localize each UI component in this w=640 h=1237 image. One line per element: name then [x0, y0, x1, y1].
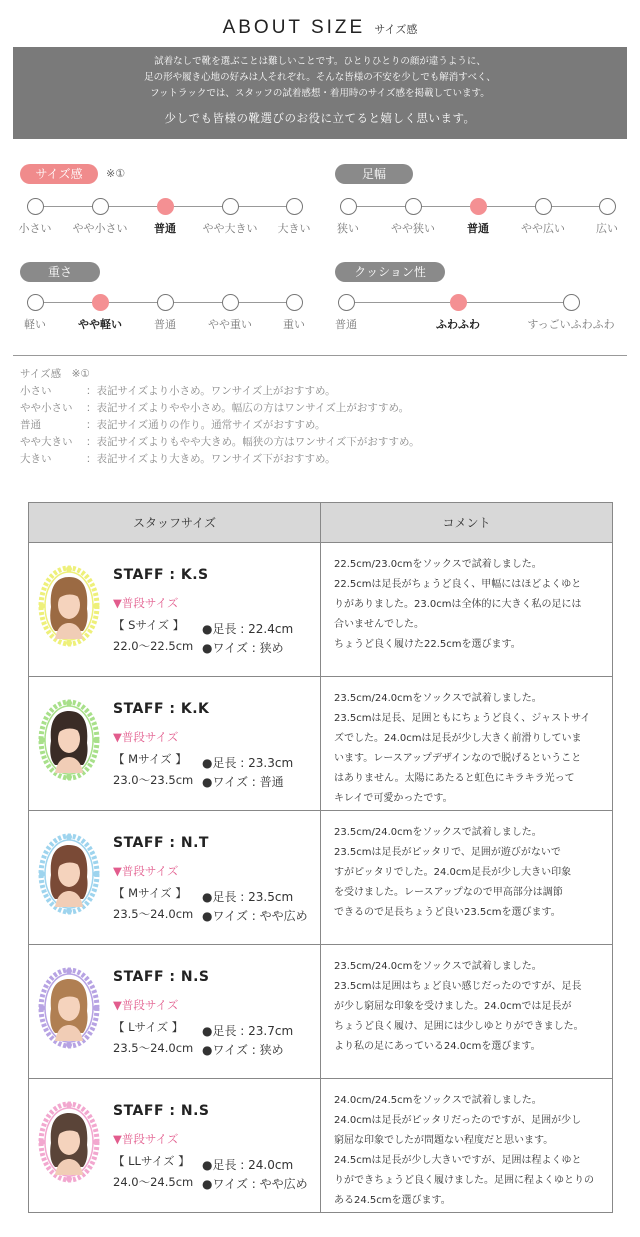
comment-line: できるので足長ちょうど良い23.5cmを選びます。 [334, 907, 561, 918]
usual-size-label: ▼普段サイズ [113, 864, 179, 878]
comment-line: はありません。太陽にあたると虹色にキラキラ光って [334, 773, 575, 784]
staff-size-label: 【 Lサイズ 】 [113, 1020, 184, 1034]
comment-line: ズでした。24.0cmは足長が少し大きく前滑りしていま [334, 733, 582, 744]
staff-foot-length: ●足長 : 23.3cm [202, 756, 294, 770]
intro-banner [13, 47, 627, 139]
scale-option-label: 普通 [335, 318, 357, 331]
staff-profile-cell [29, 811, 321, 945]
legend-key: 普通 [20, 419, 41, 431]
size-legend [20, 366, 420, 468]
scale-option-label: やや広い [521, 222, 565, 235]
title-en: ABOUT SIZE [222, 17, 366, 38]
legend-text: ：表記サイズ通りの作り。通常サイズがおすすめ。 [86, 419, 326, 431]
comment-line: キレイで可愛かったです。 [334, 793, 453, 804]
staff-comment-cell [321, 811, 613, 945]
comment-line: りができちょうど良く履けました。足囲に程よくゆとりの [334, 1175, 594, 1186]
title-jp: サイズ感 [374, 23, 418, 36]
scale-dot [563, 294, 580, 311]
header-staff-size: スタッフサイズ [29, 503, 321, 543]
legend-text: ：表記サイズより大きめ。ワンサイズ下がおすすめ。 [86, 453, 336, 465]
staff-width: ●ワイズ : やや広め [202, 909, 308, 923]
staff-foot-length: ●足長 : 23.7cm [202, 1024, 294, 1038]
staff-size-range: 23.0～23.5cm [113, 773, 194, 787]
staff-size-range: 22.0～22.5cm [113, 639, 194, 653]
scale-dot [27, 198, 44, 215]
scale-dot [599, 198, 616, 215]
comment-line: を受けました。レースアップなので甲高部分は調節 [334, 887, 563, 898]
comment-line: ちょうど良く履けた22.5cmを選びます。 [334, 639, 521, 650]
comment-line: 窮屈な印象でしたが問題ない程度だと思います。 [334, 1135, 554, 1146]
staff-profile-cell [29, 945, 321, 1079]
staff-profile-cell [29, 1079, 321, 1213]
scale-option-label: 小さい [18, 222, 52, 235]
staff-size-range: 23.5～24.0cm [113, 1041, 194, 1055]
staff-name: STAFF : N.S [113, 1103, 210, 1119]
comment-line: 合いませんでした。 [334, 619, 424, 630]
staff-width: ●ワイズ : 狭め [202, 1043, 284, 1057]
staff-comment-cell [321, 677, 613, 811]
comment-line: います。レースアップデザインなので脱げるということ [334, 753, 582, 764]
banner-message: 少しでも皆様の靴選びのお役に立てると嬉しく思います。 [164, 111, 476, 125]
scale-option-label: 普通 [154, 222, 176, 235]
staff-width: ●ワイズ : 狭め [202, 641, 284, 655]
staff-portrait [37, 563, 101, 649]
scale-dot [222, 294, 239, 311]
scale-dot [222, 198, 239, 215]
staff-size-label: 【 LLサイズ 】 [113, 1154, 190, 1168]
staff-portrait [37, 697, 101, 783]
staff-size-range: 23.5～24.0cm [113, 907, 194, 921]
scale-dot [340, 198, 357, 215]
divider [13, 355, 627, 356]
staff-comment-cell [321, 945, 613, 1079]
staff-name: STAFF : N.T [113, 835, 209, 851]
scale-option-label: すっごいふわふわ [527, 318, 615, 331]
scale-dot [535, 198, 552, 215]
comment-line: 23.5cm/24.0cmをソックスで試着しました。 [334, 827, 542, 838]
scale-option-label: 軽い [24, 318, 46, 331]
legend-row [20, 434, 420, 451]
comment-line: ちょうど良く履け、足囲には少しゆとりができました。 [334, 1021, 584, 1032]
legend-row [20, 383, 420, 400]
scale-option-label: やや小さい [72, 222, 128, 235]
staff-name: STAFF : K.K [113, 701, 210, 717]
legend-row [20, 400, 420, 417]
staff-comment-cell [321, 543, 613, 677]
scale-dot-selected [157, 198, 174, 215]
comment-line: 24.0cmは足長がピッタリだったのですが、足囲が少し [334, 1115, 582, 1126]
staff-profile-cell [29, 677, 321, 811]
staff-size-label: 【 Mサイズ 】 [113, 886, 187, 900]
banner-line: 足の形や履き心地の好みは人それぞれ。そんな皆様の不安を少しでも解消すべく、 [144, 72, 496, 83]
scale-option-label: 普通 [467, 222, 489, 235]
scale-dot [338, 294, 355, 311]
scale-dot [157, 294, 174, 311]
staff-name: STAFF : N.S [113, 969, 210, 985]
scale-dot [286, 294, 303, 311]
usual-size-label: ▼普段サイズ [113, 730, 179, 744]
legend-row [20, 417, 420, 434]
usual-size-label: ▼普段サイズ [113, 1132, 179, 1146]
scale-option-label: やや重い [208, 318, 252, 331]
legend-row [20, 451, 420, 468]
banner-line: 試着なしで靴を選ぶことは難しいことです。ひとりひとりの顔が違うように、 [154, 56, 486, 67]
comment-line: より私の足にあっている24.0cmを選びます。 [334, 1041, 541, 1052]
staff-width: ●ワイズ : 普通 [202, 775, 284, 789]
staff-portrait [37, 1099, 101, 1185]
comment-line: りがありました。23.0cmは全体的に大きく私の足には [334, 599, 582, 610]
scale-label-width: 足幅 [335, 164, 413, 184]
scale-dot-selected [450, 294, 467, 311]
staff-profile-cell [29, 543, 321, 677]
staff-table [28, 502, 613, 1213]
scale-option-label: 広い [596, 222, 618, 235]
comment-line: 23.5cmは足長がピッタリで、足囲が遊びがないで [334, 847, 561, 858]
staff-portrait [37, 831, 101, 917]
comment-line: 23.5cm/24.0cmをソックスで試着しました。 [334, 961, 542, 972]
comment-line: すがピッタリでした。24.0cm足長が少し大きい印象 [334, 867, 572, 878]
staff-portrait [37, 965, 101, 1051]
scale-dot-selected [470, 198, 487, 215]
staff-size-range: 24.0～24.5cm [113, 1175, 194, 1189]
legend-key: 小さい [20, 385, 52, 397]
scale-note: ※① [106, 167, 126, 180]
header-comment: コメント [321, 503, 613, 543]
legend-heading: サイズ感 ※① [20, 368, 90, 380]
staff-comment-cell [321, 1079, 613, 1213]
comment-line: 23.5cmは足長、足囲ともにちょうど良く、ジャストサイ [334, 713, 591, 724]
staff-width: ●ワイズ : やや広め [202, 1177, 308, 1191]
scale-option-label: 大きい [277, 222, 311, 235]
scale-option-label: やや大きい [202, 222, 258, 235]
scale-option-label: ふわふわ [436, 318, 480, 331]
table-row [29, 945, 613, 1079]
staff-foot-length: ●足長 : 23.5cm [202, 890, 294, 904]
table-row [29, 1079, 613, 1213]
page-title [0, 17, 640, 39]
legend-text: ：表記サイズより小さめ。ワンサイズ上がおすすめ。 [86, 385, 336, 397]
legend-key: やや大きい [20, 436, 73, 448]
staff-size-label: 【 Sサイズ 】 [113, 618, 185, 632]
scale-label-weight: 重さ [20, 262, 100, 282]
scale-dot [405, 198, 422, 215]
scale-label-size: サイズ感 [20, 164, 98, 184]
legend-text: ：表記サイズよりもやや大きめ。幅狭の方はワンサイズ下がおすすめ。 [86, 436, 420, 448]
usual-size-label: ▼普段サイズ [113, 596, 179, 610]
usual-size-label: ▼普段サイズ [113, 998, 179, 1012]
scale-option-label: やや軽い [78, 318, 122, 331]
scale-dot [286, 198, 303, 215]
table-row [29, 677, 613, 811]
comment-line: 22.5cm/23.0cmをソックスで試着しました。 [334, 559, 542, 570]
comment-line: 22.5cmは足長がちょうど良く、甲幅にはほどよくゆと [334, 579, 582, 590]
staff-foot-length: ●足長 : 24.0cm [202, 1158, 294, 1172]
scale-dot [92, 198, 109, 215]
comment-line: 24.5cmは足長が少し大きいですが、足囲は程よくゆと [334, 1155, 582, 1166]
staff-name: STAFF : K.S [113, 567, 209, 583]
comment-line: 24.0cm/24.5cmをソックスで試着しました。 [334, 1095, 542, 1106]
table-row [29, 543, 613, 677]
scale-option-label: 普通 [154, 318, 176, 331]
table-header-row [29, 503, 613, 543]
staff-size-label: 【 Mサイズ 】 [113, 752, 187, 766]
legend-key: やや小さい [20, 402, 73, 414]
comment-line: ある24.5cmを選びます。 [334, 1195, 451, 1206]
banner-line: フットラックでは、スタッフの試着感想・着用時のサイズ感を掲載しています。 [150, 88, 490, 99]
scale-dot [27, 294, 44, 311]
staff-foot-length: ●足長 : 22.4cm [202, 622, 294, 636]
comment-line: 23.5cm/24.0cmをソックスで試着しました。 [334, 693, 542, 704]
legend-key: 大きい [20, 453, 52, 465]
scale-option-label: 狭い [337, 222, 359, 235]
scale-dot-selected [92, 294, 109, 311]
comment-line: 23.5cmは足囲はちょど良い感じだったのですが、足長 [334, 981, 582, 992]
scale-option-label: 重い [283, 318, 305, 331]
scale-option-label: やや狭い [391, 222, 435, 235]
comment-line: が少し窮屈な印象を受けました。24.0cmでは足長が [334, 1001, 572, 1012]
table-row [29, 811, 613, 945]
legend-text: ：表記サイズよりやや小さめ。幅広の方はワンサイズ上がおすすめ。 [86, 402, 410, 414]
scale-label-cushion: クッション性 [335, 262, 445, 282]
